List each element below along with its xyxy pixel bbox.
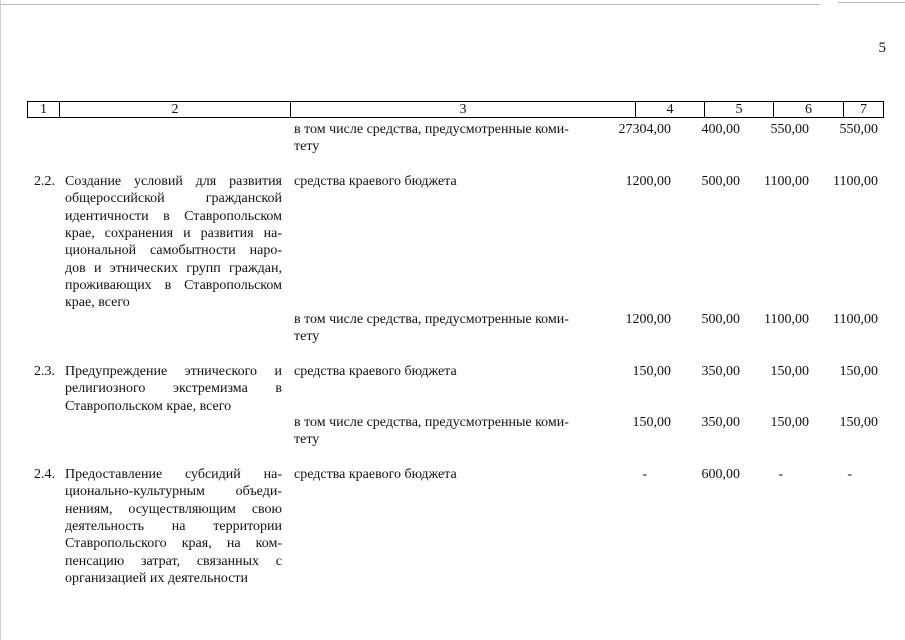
source-line: в том числе средства, предусмотренные коми- [294,415,569,430]
header-col-1: 1 [28,102,60,117]
value-col-6: 1100,00 [764,174,809,189]
value-col-6: - [778,467,783,482]
value-col-4: 1200,00 [625,174,671,189]
name-line: идентичности в Ставропольском [65,208,282,224]
header-col-4: 4 [636,102,705,117]
name-line: дов и этнических групп граждан, [65,260,282,276]
scan-edge-top [0,4,820,5]
value-col-6: 550,00 [770,122,809,137]
source-line: в том числе средства, предусмотренные коми- [294,312,569,327]
source-line: средства краевого бюджета [294,364,457,379]
header-col-3: 3 [291,102,636,117]
name-line: Предупреждение этнического и [65,364,282,379]
name-line: крае, сохранения и развития на- [65,225,282,241]
value-col-5: 400,00 [701,122,740,137]
value-col-5: 350,00 [701,364,740,379]
value-col-5: 350,00 [701,415,740,430]
row-number: 2.4. [34,467,55,482]
value-col-6: 150,00 [770,415,809,430]
value-col-7: - [847,467,852,482]
value-col-4: 150,00 [632,364,671,379]
row-number: 2.2. [34,174,55,189]
header-col-7: 7 [860,102,867,117]
table-header-row [27,101,884,118]
page-number: 5 [878,40,886,56]
source-line: тету [294,329,320,344]
source-line: тету [294,432,320,447]
source-line: средства краевого бюджета [294,174,457,189]
name-line: организацией их деятельности [65,570,249,586]
value-col-7: 150,00 [839,415,878,430]
value-col-7: 1100,00 [833,174,878,189]
name-line: циональной самобытности наро- [65,243,282,259]
source-line: средства краевого бюджета [294,467,457,482]
scan-edge-left [0,0,1,640]
header-col-6: 6 [774,102,844,117]
name-line: Ставропольском крае, всего [65,398,232,414]
name-line: религиозного экстремизма в [65,381,282,397]
name-line: ционально-культурным объеди- [65,484,282,500]
name-line: Создание условий для развития [65,174,282,189]
value-col-7: 150,00 [839,364,878,379]
value-col-5: 600,00 [701,467,740,482]
name-line: крае, всего [65,295,130,311]
name-line: Предоставление субсидий на- [65,467,282,482]
name-line: пенсацию затрат, связанных с [65,553,282,569]
value-col-4: 27304,00 [618,122,671,137]
value-col-4: 1200,00 [625,312,671,327]
source-line: тету [294,139,320,154]
name-line: Ставропольского края, на ком- [65,536,282,552]
value-col-6: 1100,00 [764,312,809,327]
header-col-5: 5 [705,102,774,117]
name-line: нениям, осуществляющим свою [65,501,282,517]
value-col-6: 150,00 [770,364,809,379]
value-col-4: 150,00 [632,415,671,430]
value-col-4: - [642,467,647,482]
value-col-5: 500,00 [701,312,740,327]
name-line: деятельность на территории [65,518,282,534]
source-line: в том числе средства, предусмотренные коми- [294,122,569,137]
scan-edge-top-right [838,2,905,3]
header-col-2: 2 [60,102,291,117]
value-col-5: 500,00 [701,174,740,189]
value-col-7: 550,00 [839,122,878,137]
name-line: общероссийской гражданской [65,191,282,207]
row-number: 2.3. [34,364,55,379]
value-col-7: 1100,00 [833,312,878,327]
name-line: проживающих в Ставропольском [65,277,282,293]
